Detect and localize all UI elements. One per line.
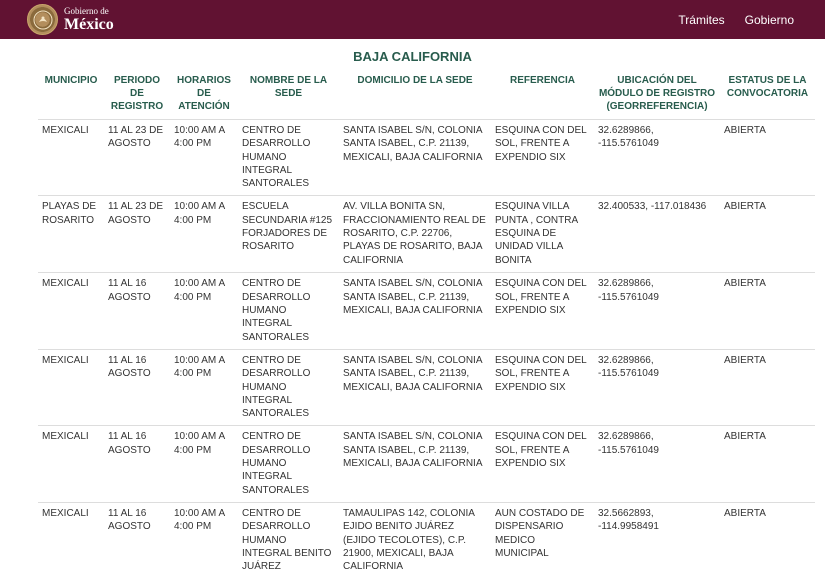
state-title: BAJA CALIFORNIA (353, 49, 472, 64)
cell-domicilio: SANTA ISABEL S/N, COLONIA SANTA ISABEL, C.P. 21139, MEXICALI, BAJA CALIFORNIA (339, 426, 491, 502)
cell-domicilio: TAMAULIPAS 142, COLONIA EJIDO BENITO JUÁREZ (EJIDO TECOLOTES), C.P. 21900, MEXICALI, BAJA CALIFORNIA (339, 502, 491, 578)
cell-municipio: MEXICALI (38, 426, 104, 502)
cell-ubicacion: 32.400533, -117.018436 (594, 196, 720, 273)
table-row (38, 120, 815, 196)
nav-link-gobierno[interactable]: Gobierno (744, 12, 794, 27)
cell-domicilio: SANTA ISABEL S/N, COLONIA SANTA ISABEL, C.P. 21139, MEXICALI, BAJA CALIFORNIA (339, 273, 491, 349)
registration-sites-table (38, 72, 815, 578)
table-row (38, 349, 815, 425)
cell-estatus: ABIERTA (720, 273, 815, 349)
cell-nombre: CENTRO DE DESARROLLO HUMANO INTEGRAL SANTORALES (238, 426, 339, 502)
table-row (38, 502, 815, 578)
cell-referencia: ESQUINA CON DEL SOL, FRENTE A EXPENDIO SIX (491, 426, 594, 502)
cell-horario: 10:00 AM A 4:00 PM (170, 502, 238, 578)
cell-referencia: ESQUINA VILLA PUNTA , CONTRA ESQUINA DE UNIDAD VILLA BONITA (491, 196, 594, 273)
column-header-referencia: REFERENCIA (509, 75, 575, 86)
cell-periodo: 11 AL 16 AGOSTO (104, 273, 170, 349)
cell-estatus: ABIERTA (720, 349, 815, 425)
cell-municipio: MEXICALI (38, 120, 104, 196)
cell-domicilio: AV. VILLA BONITA SN, FRACCIONAMIENTO REAL DE ROSARITO, C.P. 22706, PLAYAS DE ROSARITO, BAJA CALIFORNIA (339, 196, 491, 273)
column-header-horarios: HORARIOS DE ATENCIÓN (177, 75, 231, 112)
cell-horario: 10:00 AM A 4:00 PM (170, 196, 238, 273)
cell-referencia: ESQUINA CON DEL SOL, FRENTE A EXPENDIO SIX (491, 273, 594, 349)
cell-nombre: CENTRO DE DESARROLLO HUMANO INTEGRAL SANTORALES (238, 273, 339, 349)
cell-horario: 10:00 AM A 4:00 PM (170, 349, 238, 425)
cell-municipio: MEXICALI (38, 502, 104, 578)
cell-estatus: ABIERTA (720, 120, 815, 196)
cell-domicilio: SANTA ISABEL S/N, COLONIA SANTA ISABEL, C.P. 21139, MEXICALI, BAJA CALIFORNIA (339, 120, 491, 196)
gobierno-de-mexico-logo[interactable] (27, 4, 114, 35)
cell-municipio: PLAYAS DE ROSARITO (38, 196, 104, 273)
cell-domicilio: SANTA ISABEL S/N, COLONIA SANTA ISABEL, C.P. 21139, MEXICALI, BAJA CALIFORNIA (339, 349, 491, 425)
column-header-ubicacion: UBICACIÓN DEL MÓDULO DE REGISTRO (GEORREFERENCIA) (598, 75, 716, 112)
brand-small-text: Gobierno de (64, 5, 109, 16)
cell-ubicacion: 32.6289866, -115.5761049 (594, 426, 720, 502)
cell-ubicacion: 32.5662893, -114.9958491 (594, 502, 720, 578)
table-row (38, 273, 815, 349)
cell-nombre: ESCUELA SECUNDARIA #125 FORJADORES DE ROSARITO (238, 196, 339, 273)
cell-ubicacion: 32.6289866, -115.5761049 (594, 120, 720, 196)
main-nav (678, 13, 794, 27)
cell-periodo: 11 AL 23 DE AGOSTO (104, 196, 170, 273)
table-row (38, 426, 815, 502)
cell-nombre: CENTRO DE DESARROLLO HUMANO INTEGRAL SANTORALES (238, 120, 339, 196)
cell-municipio: MEXICALI (38, 349, 104, 425)
cell-periodo: 11 AL 16 AGOSTO (104, 426, 170, 502)
cell-estatus: ABIERTA (720, 196, 815, 273)
column-header-municipio: MUNICIPIO (44, 75, 98, 86)
cell-referencia: ESQUINA CON DEL SOL, FRENTE A EXPENDIO SIX (491, 120, 594, 196)
coat-of-arms-icon (27, 4, 58, 35)
cell-nombre: CENTRO DE DESARROLLO HUMANO INTEGRAL SANTORALES (238, 349, 339, 425)
cell-ubicacion: 32.6289866, -115.5761049 (594, 273, 720, 349)
cell-horario: 10:00 AM A 4:00 PM (170, 120, 238, 196)
cell-ubicacion: 32.6289866, -115.5761049 (594, 349, 720, 425)
column-header-domicilio: DOMICILIO DE LA SEDE (357, 75, 473, 86)
cell-nombre: CENTRO DE DESARROLLO HUMANO INTEGRAL BENITO JUÁREZ (238, 502, 339, 578)
cell-horario: 10:00 AM A 4:00 PM (170, 273, 238, 349)
cell-referencia: AUN COSTADO DE DISPENSARIO MEDICO MUNICIPAL (491, 502, 594, 578)
cell-referencia: ESQUINA CON DEL SOL, FRENTE A EXPENDIO SIX (491, 349, 594, 425)
column-header-estatus: ESTATUS DE LA CONVOCATORIA (726, 75, 809, 99)
table-header-row (38, 72, 815, 120)
table-row (38, 196, 815, 273)
nav-link-tramites[interactable]: Trámites (678, 12, 725, 27)
top-navbar (0, 0, 825, 39)
cell-horario: 10:00 AM A 4:00 PM (170, 426, 238, 502)
column-header-periodo: PERIODO DE REGISTRO (110, 75, 164, 112)
cell-estatus: ABIERTA (720, 426, 815, 502)
cell-periodo: 11 AL 23 DE AGOSTO (104, 120, 170, 196)
brand-big-text: México (64, 15, 114, 33)
cell-municipio: MEXICALI (38, 273, 104, 349)
cell-estatus: ABIERTA (720, 502, 815, 578)
column-header-nombre: NOMBRE DE LA SEDE (249, 75, 328, 99)
cell-periodo: 11 AL 16 AGOSTO (104, 502, 170, 578)
cell-periodo: 11 AL 16 AGOSTO (104, 349, 170, 425)
